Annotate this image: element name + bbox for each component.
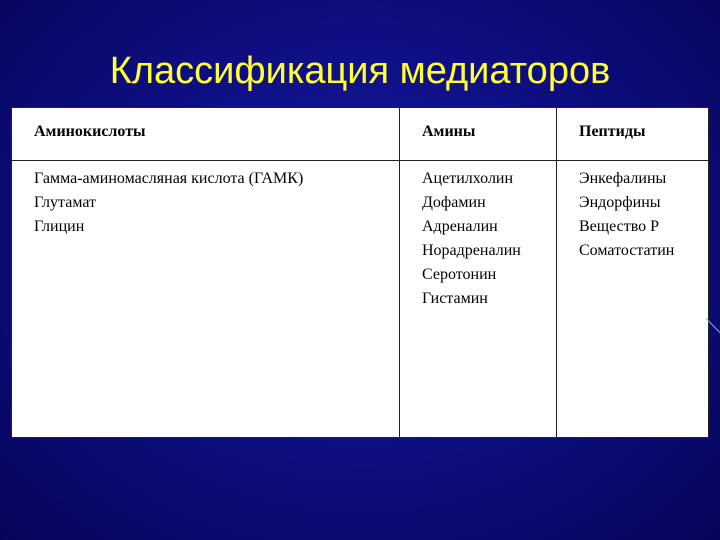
table-row [12,161,709,438]
header-amino-acids: Аминокислоты [12,108,400,161]
list-item: Ацетилхолин [422,170,514,187]
list-item: Дофамин [422,194,486,211]
header-amines: Амины [400,108,557,161]
list-item: Адреналин [422,218,498,235]
table-header-row [12,108,709,161]
list-item: Глутамат [34,194,97,211]
header-peptides: Пептиды [557,108,709,161]
list-item: Энкефалины [579,170,667,187]
list-item: Глицин [34,218,85,235]
slide-title: Классификация медиаторов [109,50,611,92]
amino-acids-cell [12,161,400,438]
list-item: Соматостатин [579,242,675,259]
list-item: Серотонин [422,266,497,283]
list-item: Вещество Р [579,218,660,235]
mediator-classification-table [11,107,709,438]
list-item: Эндорфины [579,194,661,211]
list-item: Норадреналин [422,242,521,259]
amines-cell [400,161,557,438]
list-item: Гамма-аминомасляная кислота (ГАМК) [34,170,304,187]
list-item: Гистамин [422,290,488,307]
peptides-cell [557,161,709,438]
